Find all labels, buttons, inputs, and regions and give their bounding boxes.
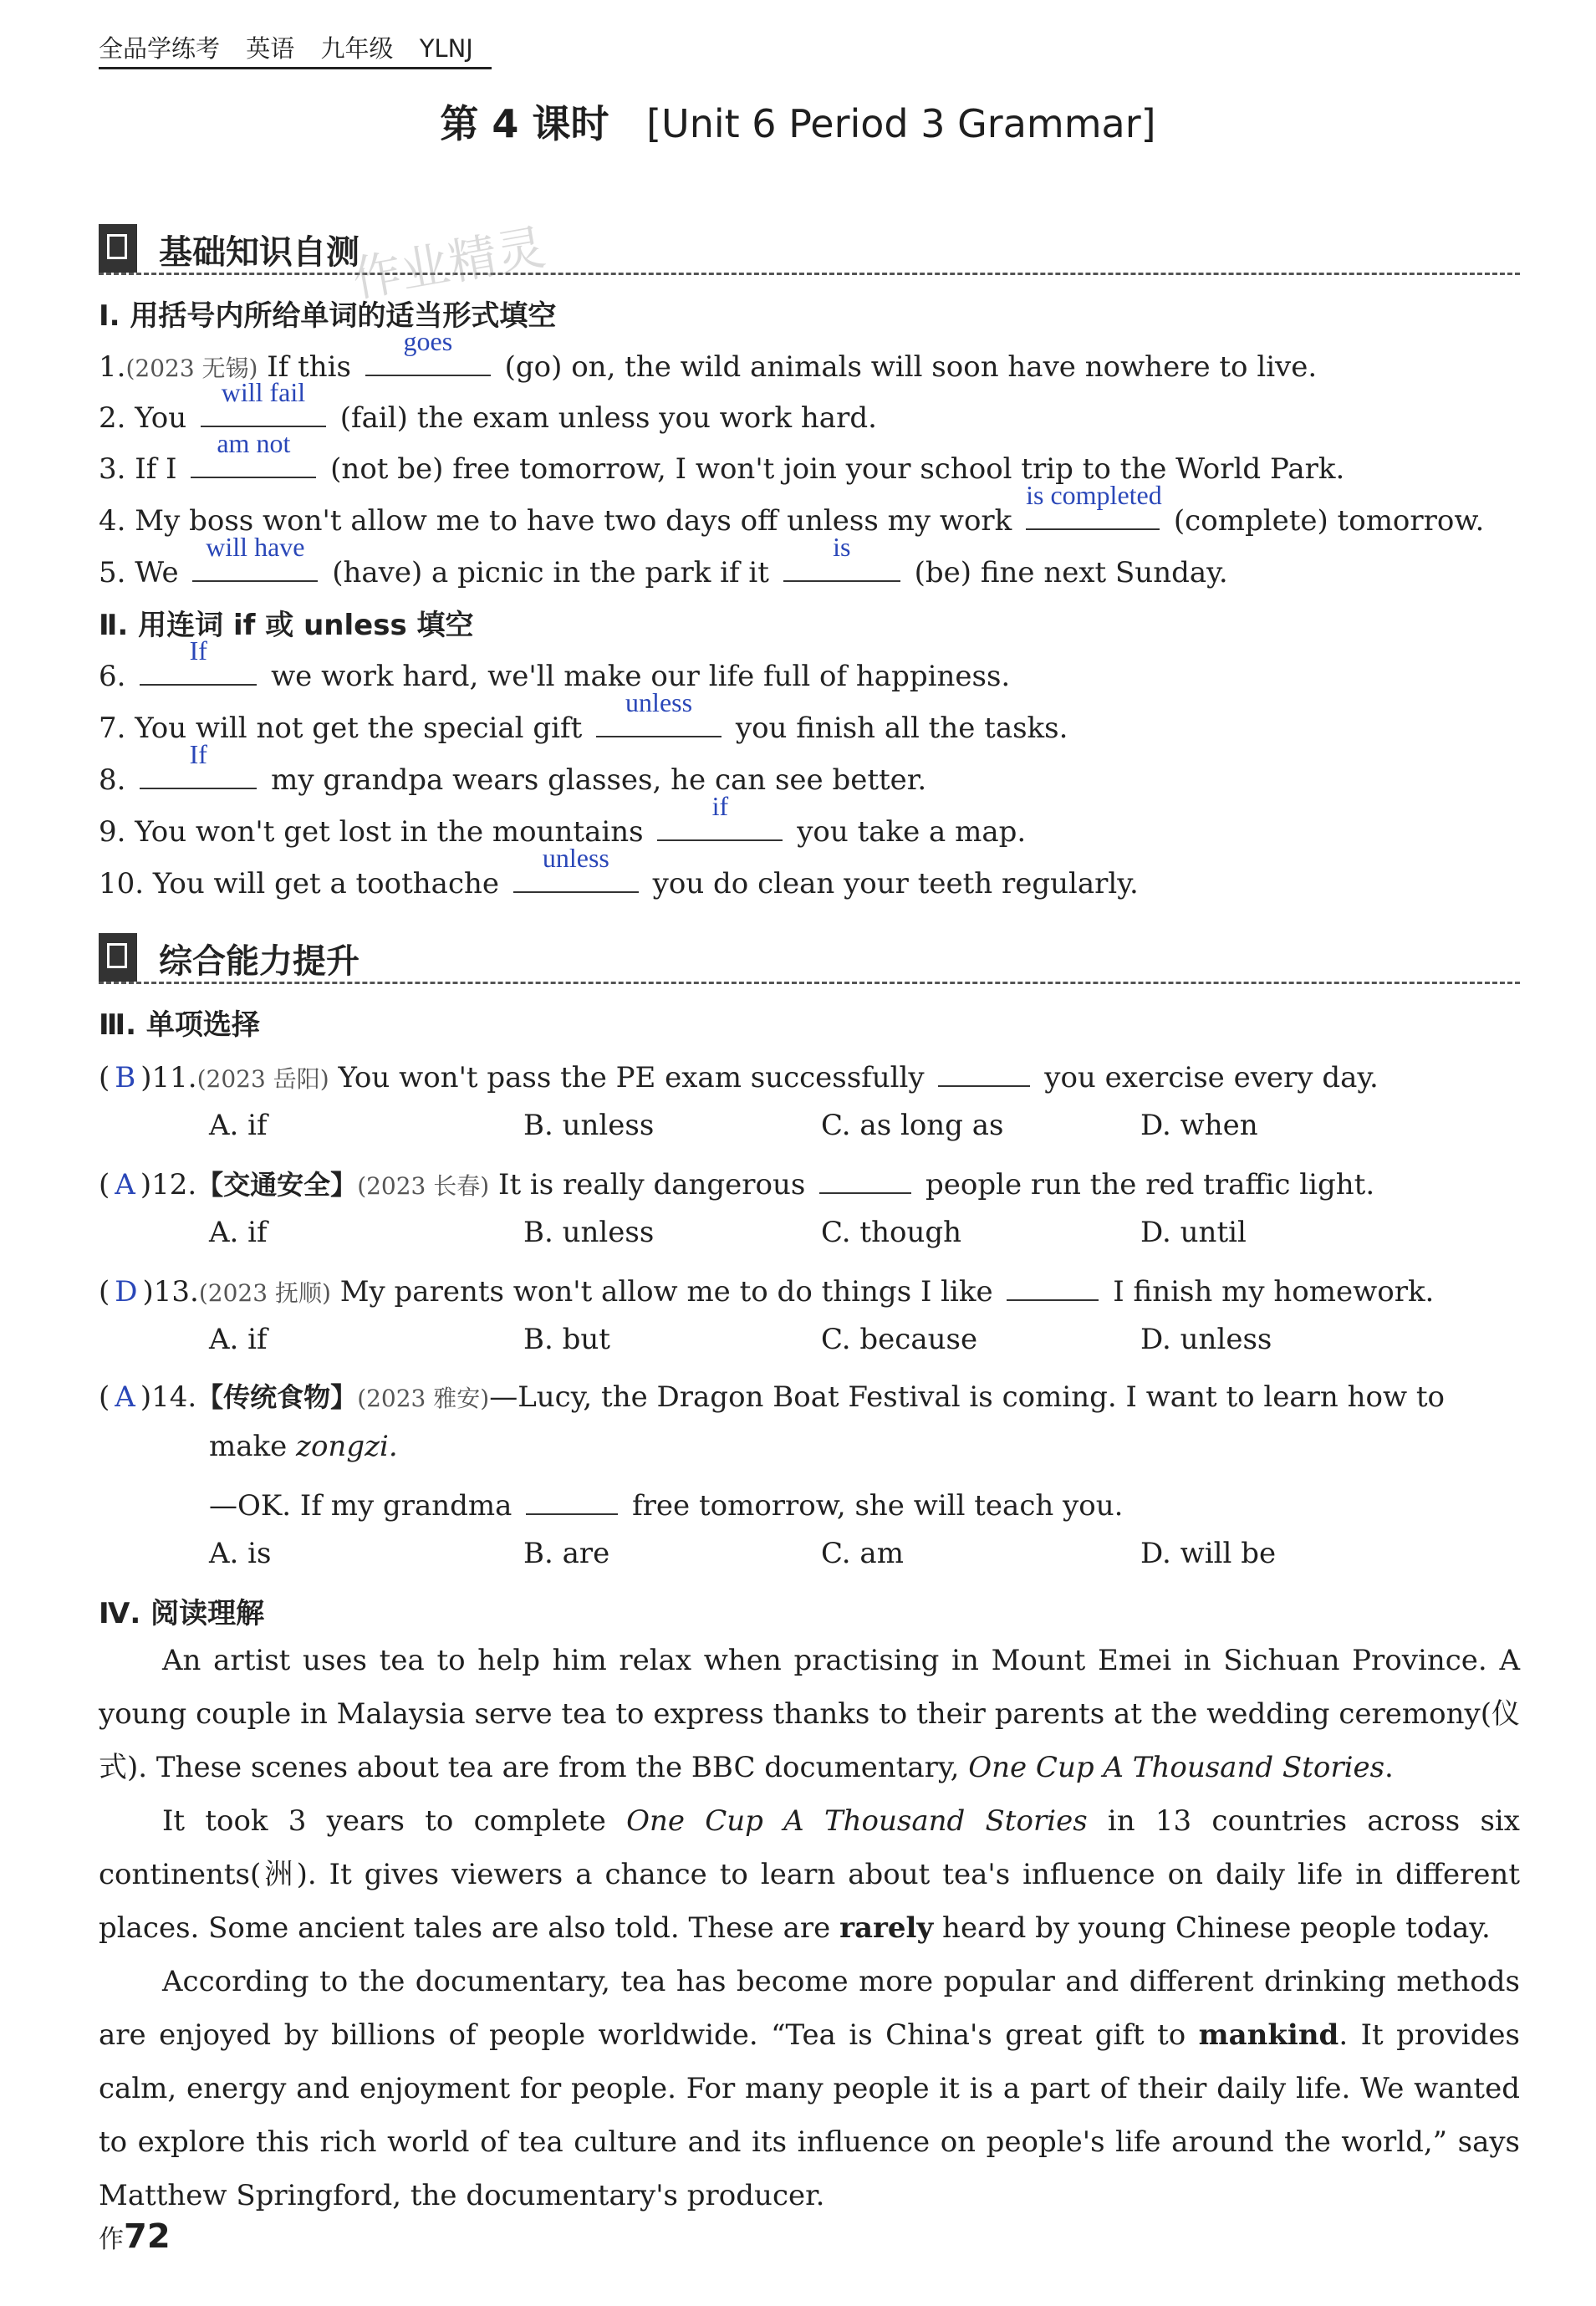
answer-letter: A (115, 1168, 135, 1201)
question-text: make (209, 1430, 288, 1463)
question-text: I finish my homework. (1113, 1275, 1435, 1309)
answer-parens[interactable]: ( A ) (99, 1380, 152, 1414)
answer-text: If (189, 739, 207, 769)
option-d[interactable]: D. will be (1140, 1537, 1277, 1570)
answer-text: if (711, 791, 729, 821)
choice-blank (526, 1483, 618, 1515)
reading-passage (99, 1634, 1520, 2222)
header-code: YLNJ (419, 34, 473, 63)
question-number: 8. (99, 763, 126, 797)
answer-blank[interactable] (596, 687, 722, 737)
question-source: (2023 长春) (357, 1172, 490, 1200)
choice-blank (938, 1055, 1030, 1087)
question-text: (have) a picnic in the park if it (332, 556, 769, 589)
section-comprehensive-heading (99, 933, 1520, 987)
question-text: we work hard, we'll make our life full of happiness. (271, 660, 1011, 693)
option-a[interactable]: A. if (209, 1109, 268, 1142)
question-text: you finish all the tasks. (735, 712, 1068, 745)
option-d[interactable]: D. unless (1140, 1323, 1272, 1356)
question-14-response (209, 1483, 1123, 1523)
header-underline (99, 67, 492, 69)
header-subject: 英语 (246, 34, 295, 63)
question-text: people run the red traffic light. (925, 1168, 1375, 1201)
question-14 (99, 1376, 1445, 1415)
question-text: (complete) tomorrow. (1173, 504, 1485, 538)
answer-blank[interactable] (140, 635, 257, 686)
page-title (0, 94, 1596, 149)
question-number: 13. (153, 1275, 199, 1309)
section-divider (99, 273, 1520, 275)
section-divider (99, 982, 1520, 984)
question-number: 6. (99, 660, 126, 693)
part2-heading: Ⅱ. 用连词 if 或 unless 填空 (99, 609, 474, 642)
question-12 (99, 1162, 1374, 1202)
part4-heading: Ⅳ. 阅读理解 (99, 1597, 265, 1630)
question-text: (go) on, the wild animals will soon have nowhere to live. (504, 350, 1318, 384)
question-text: —OK. If my grandma (209, 1489, 512, 1523)
question-text: You (135, 401, 187, 435)
option-c[interactable]: C. though (821, 1216, 962, 1249)
option-d[interactable]: D. when (1140, 1109, 1258, 1142)
question-number: 7. (99, 712, 126, 745)
option-a[interactable]: A. if (209, 1323, 268, 1356)
paragraph-3: According to the documentary, tea has become more popular and different drinking methods are enjoyed by billions of people worldwide. “Tea is China's great gift to mankind. It provides calm, energy and enjoyment for people. For many people it is a part of their daily life. We wanted to explore this rich world of tea culture and its influence on people's life around the world,” says Matthew Springford, the documentary's producer. (99, 1965, 1521, 2212)
page-prefix: 作 (99, 2225, 124, 2254)
answer-letter: B (115, 1061, 136, 1094)
header-grade: 九年级 (320, 34, 394, 63)
question-text: my grandpa wears glasses, he can see better. (271, 763, 927, 797)
topic-tag: 【传统食物】 (196, 1381, 358, 1413)
question-number: 4. (99, 504, 126, 538)
question-text: It is really dangerous (498, 1168, 806, 1201)
answer-blank[interactable] (657, 791, 783, 841)
option-a[interactable]: A. is (209, 1537, 272, 1570)
answer-blank[interactable] (191, 428, 316, 478)
question-text: you take a map. (797, 815, 1027, 849)
option-b[interactable]: B. are (523, 1537, 610, 1570)
answer-blank[interactable] (365, 326, 491, 376)
question-8 (99, 739, 927, 797)
answer-text: unless (625, 687, 693, 717)
answer-text: is completed (1026, 480, 1162, 510)
question-10 (99, 843, 1139, 900)
question-text-italic: zongzi. (296, 1430, 398, 1463)
question-text: you do clean your teeth regularly. (652, 867, 1139, 900)
question-text: My boss won't allow me to have two days off unless my work (135, 504, 1012, 538)
paragraph-2: It took 3 years to complete One Cup A Thousand Stories in 13 countries across six continents(洲). It gives viewers a chance to learn about tea's influence on daily life in different places. Some ancient tales are also told. These are rarely heard by young Chinese people today. (99, 1804, 1520, 1945)
question-text: If this (267, 350, 351, 384)
answer-letter: D (115, 1275, 138, 1309)
header-brand: 全品学练考 (99, 34, 221, 63)
section-icon (99, 224, 137, 273)
question-number: 9. (99, 815, 126, 849)
question-number: 10. (99, 867, 145, 900)
question-6 (99, 635, 1011, 693)
question-text: My parents won't allow me to do things I like (339, 1275, 993, 1309)
question-text: If I (135, 452, 177, 486)
question-13 (99, 1269, 1434, 1309)
section-basic-heading (99, 224, 1520, 278)
question-5 (99, 532, 1228, 589)
option-c[interactable]: C. am (821, 1537, 904, 1570)
answer-blank[interactable] (192, 532, 318, 582)
question-text: free tomorrow, she will teach you. (632, 1489, 1124, 1523)
part1-heading: Ⅰ. 用括号内所给单词的适当形式填空 (99, 299, 557, 333)
question-text: You won't pass the PE exam successfully (338, 1061, 925, 1094)
question-text: You will not get the special gift (135, 712, 583, 745)
choice-blank (819, 1162, 911, 1194)
paragraph-1: An artist uses tea to help him relax when practising in Mount Emei in Sichuan Province. A young couple in Malaysia serve tea to express thanks to their parents at the wedding ceremony(仪式). These scenes about tea are from the BBC documentary, One Cup A Thousand Stories. (99, 1644, 1520, 1784)
option-b[interactable]: B. unless (523, 1109, 655, 1142)
answer-letter: A (115, 1380, 135, 1414)
answer-text: is (833, 532, 851, 562)
answer-blank[interactable] (140, 739, 257, 789)
question-number: 12. (151, 1168, 197, 1201)
option-b[interactable]: B. but (523, 1323, 610, 1356)
question-number: 11. (151, 1061, 197, 1094)
question-text: You won't get lost in the mountains (135, 815, 644, 849)
question-source: (2023 雅安) (357, 1385, 490, 1412)
answer-blank[interactable] (201, 377, 326, 427)
question-number: 14. (151, 1380, 197, 1414)
choice-blank (1007, 1269, 1099, 1301)
lesson-topic: [Unit 6 Period 3 Grammar] (646, 101, 1156, 146)
answer-parens[interactable]: ( D ) (99, 1275, 154, 1309)
option-c[interactable]: C. as long as (821, 1109, 1004, 1142)
answer-text: unless (542, 843, 609, 873)
answer-text: am not (217, 428, 291, 458)
lesson-number: 第 4 课时 (440, 101, 609, 146)
question-text: you exercise every day. (1044, 1061, 1379, 1094)
question-text: (fail) the exam unless you work hard. (339, 401, 877, 435)
question-number: 5. (99, 556, 126, 589)
section-icon (99, 933, 137, 982)
topic-tag: 【交通安全】 (196, 1169, 358, 1201)
question-number: 1. (99, 350, 126, 384)
section-basic-label: 基础知识自测 (159, 233, 359, 272)
part3-heading: Ⅲ. 单项选择 (99, 1008, 260, 1042)
answer-blank[interactable] (513, 843, 639, 893)
question-source: (2023 抚顺) (198, 1279, 331, 1307)
question-number: 2. (99, 401, 126, 435)
option-d[interactable]: D. until (1140, 1216, 1247, 1249)
answer-blank[interactable] (1026, 480, 1162, 530)
option-b[interactable]: B. unless (523, 1216, 655, 1249)
answer-parens[interactable]: ( A ) (99, 1168, 152, 1201)
page-header (99, 30, 492, 64)
question-text: We (135, 556, 179, 589)
question-11 (99, 1055, 1379, 1094)
question-text: You will get a toothache (152, 867, 500, 900)
answer-text: If (189, 635, 207, 666)
answer-parens[interactable]: ( B ) (99, 1061, 152, 1094)
option-c[interactable]: C. because (821, 1323, 978, 1356)
watermark: 作业精灵 (348, 218, 550, 309)
question-source: (2023 无锡) (125, 355, 258, 382)
section-comprehensive-label: 综合能力提升 (159, 942, 359, 981)
answer-text: will have (206, 532, 305, 562)
page-number-value: 72 (124, 2217, 171, 2256)
question-14-continued (209, 1430, 398, 1463)
question-text: (not be) free tomorrow, I won't join your school trip to the World Park. (330, 452, 1345, 486)
answer-text: goes (403, 326, 453, 356)
answer-text: will fail (221, 377, 306, 407)
answer-blank[interactable] (783, 532, 900, 582)
page-number (99, 2217, 171, 2256)
option-a[interactable]: A. if (209, 1216, 268, 1249)
question-number: 3. (99, 452, 126, 486)
question-source: (2023 岳阳) (196, 1065, 329, 1093)
question-text: —Lucy, the Dragon Boat Festival is coming. I want to learn how to (489, 1380, 1446, 1414)
question-text: (be) fine next Sunday. (914, 556, 1228, 589)
